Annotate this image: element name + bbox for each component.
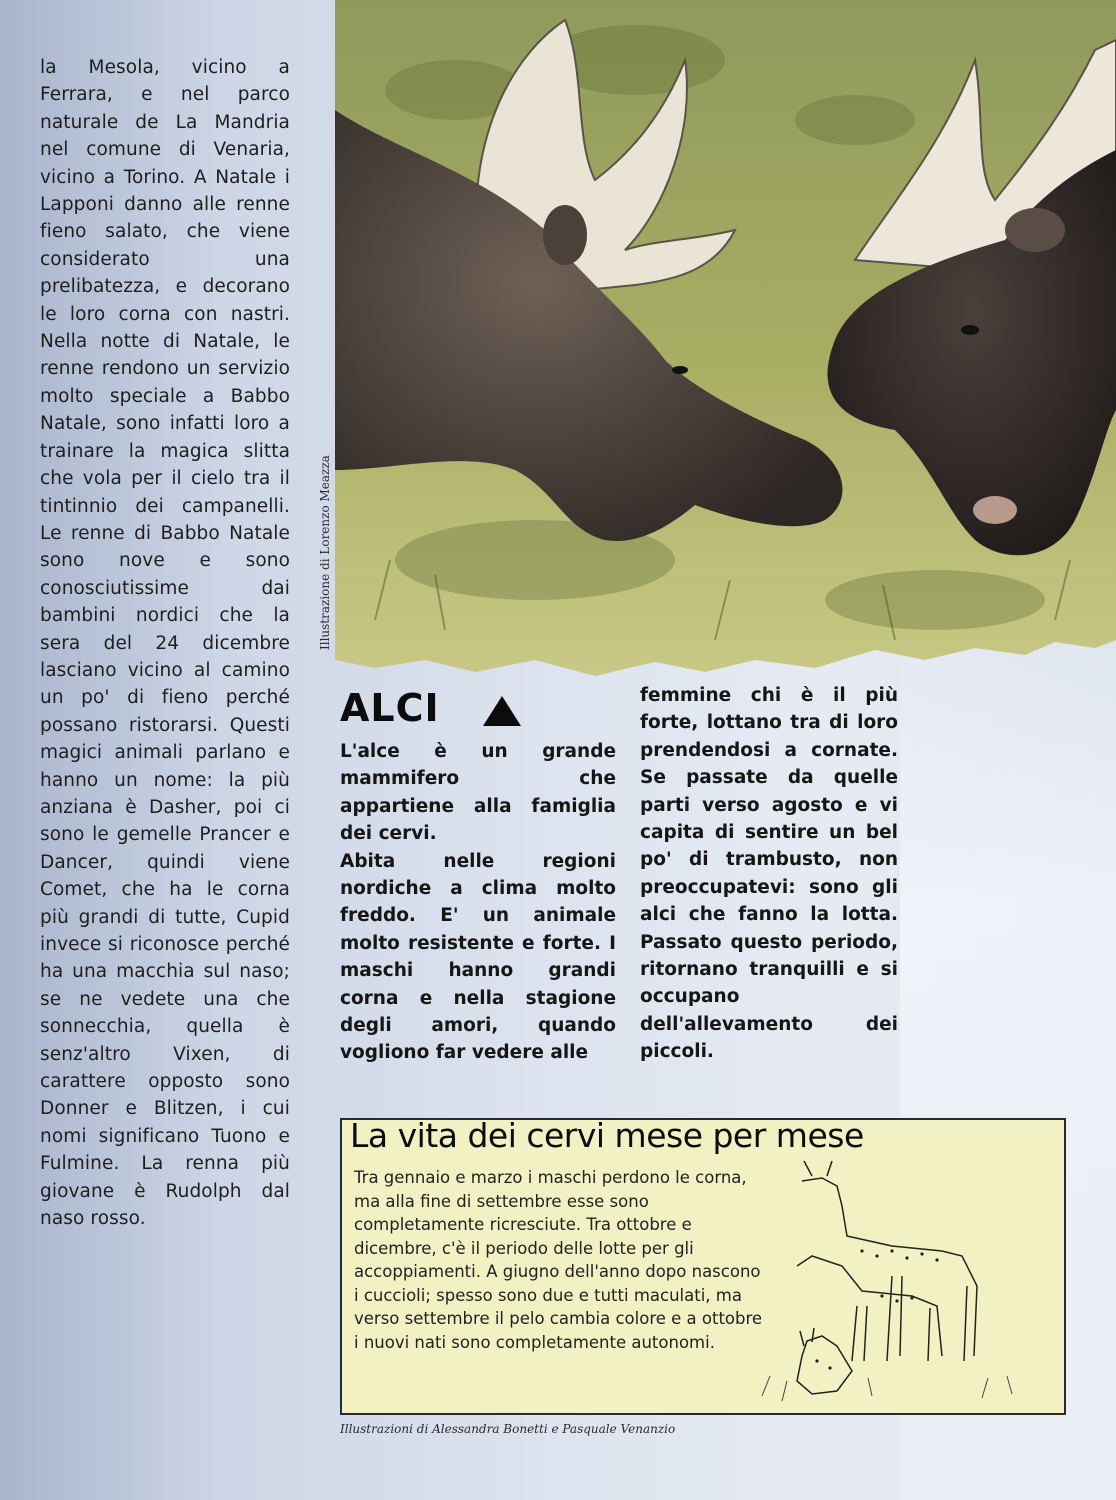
deer-info-box (340, 1118, 1066, 1415)
left-column-paragraph: la Mesola, vicino a Ferrara, e nel parco naturale de La Mandria nel comune di Venaria, vicino a Torino. A Natale i Lapponi danno alle renne fieno salato, che viene considerato una prelibatezza, e decorano le loro corna con nastri. Nella notte di Natale, le renne rendono un servizio molto speciale a Babbo Natale, sono infatti loro a trainare la magica slitta che vola per il cielo tra il tintinnio dei campanelli. Le renne di Babbo Natale sono nove e sono conosciutissime dai bambini nordici che la sera del 24 dicembre lasciano vicino al camino un po' di fieno perché possano ristorarsi. Questi magici animali parlano e hanno un nome: la più anziana è Dasher, poi ci sono le gemelle Prancer e Dancer, quindi viene Comet, che ha le corna più grandi di tutte, Cupid invece si riconosce perché ha una macchia sul naso; se ne vedete una che sonnecchia, quella è senz'altro Vixen, di carattere opposto sono Donner e Blitzen, i cui nomi significano Tuono e Fulmine. La renna più giovane è Rudolph dal naso rosso. (40, 57, 290, 1230)
alci-heading: ALCI (340, 686, 440, 730)
deer-family-illustration (742, 1156, 1052, 1406)
right-moose-ear (1005, 208, 1065, 252)
left-column-text (40, 54, 290, 1232)
illustration-credit: Illustrazione di Lorenzo Meazza (318, 455, 332, 650)
alci-paragraph-1: L'alce è un grande mammifero che appartiene alla famiglia dei cervi. (340, 741, 616, 845)
moose-illustration (335, 0, 1116, 678)
moose-painting (335, 0, 1116, 678)
box-title: La vita dei cervi mese per mese (350, 1116, 864, 1155)
right-moose-eye (961, 325, 979, 335)
right-moose-mouth (973, 496, 1017, 524)
bottom-illustration-credit: Illustrazioni di Alessandra Bonetti e Pasquale Venanzio (340, 1422, 676, 1436)
alci-paragraph-2: Abita nelle regioni nordiche a clima molto freddo. E' un animale molto resistente e forte. I maschi hanno grandi corna e nella stagione degli amori, quando vogliono far vedere alle (340, 850, 616, 1064)
alci-paragraph-3: femmine chi è il più forte, lottano tra di loro prendendosi a cornate. Se passate da quelle parti verso agosto e vi capita di sentire un bel po' di trambusto, non preoccupatevi: sono gli alci che fanno la lotta. Passato questo periodo, ritornano tranquilli e si occupano dell'allevamento dei piccoli. (640, 685, 898, 1063)
triangle-up-icon (483, 696, 521, 726)
alci-column-1 (340, 738, 616, 1067)
alci-column-2 (640, 682, 898, 1066)
left-moose-ear (543, 205, 587, 265)
left-moose-eye (672, 366, 688, 374)
box-text: Tra gennaio e marzo i maschi perdono le corna, ma alla fine di settembre esse sono completamente ricresciute. Tra ottobre e dicembre, c'è il periodo delle lotte per gli accoppiamenti. A giugno dell'anno dopo nascono i cuccioli; spesso sono due e tutti maculati, ma verso settembre il pelo cambia colore e a ottobre i nuovi nati sono completamente autonomi. (354, 1168, 763, 1352)
